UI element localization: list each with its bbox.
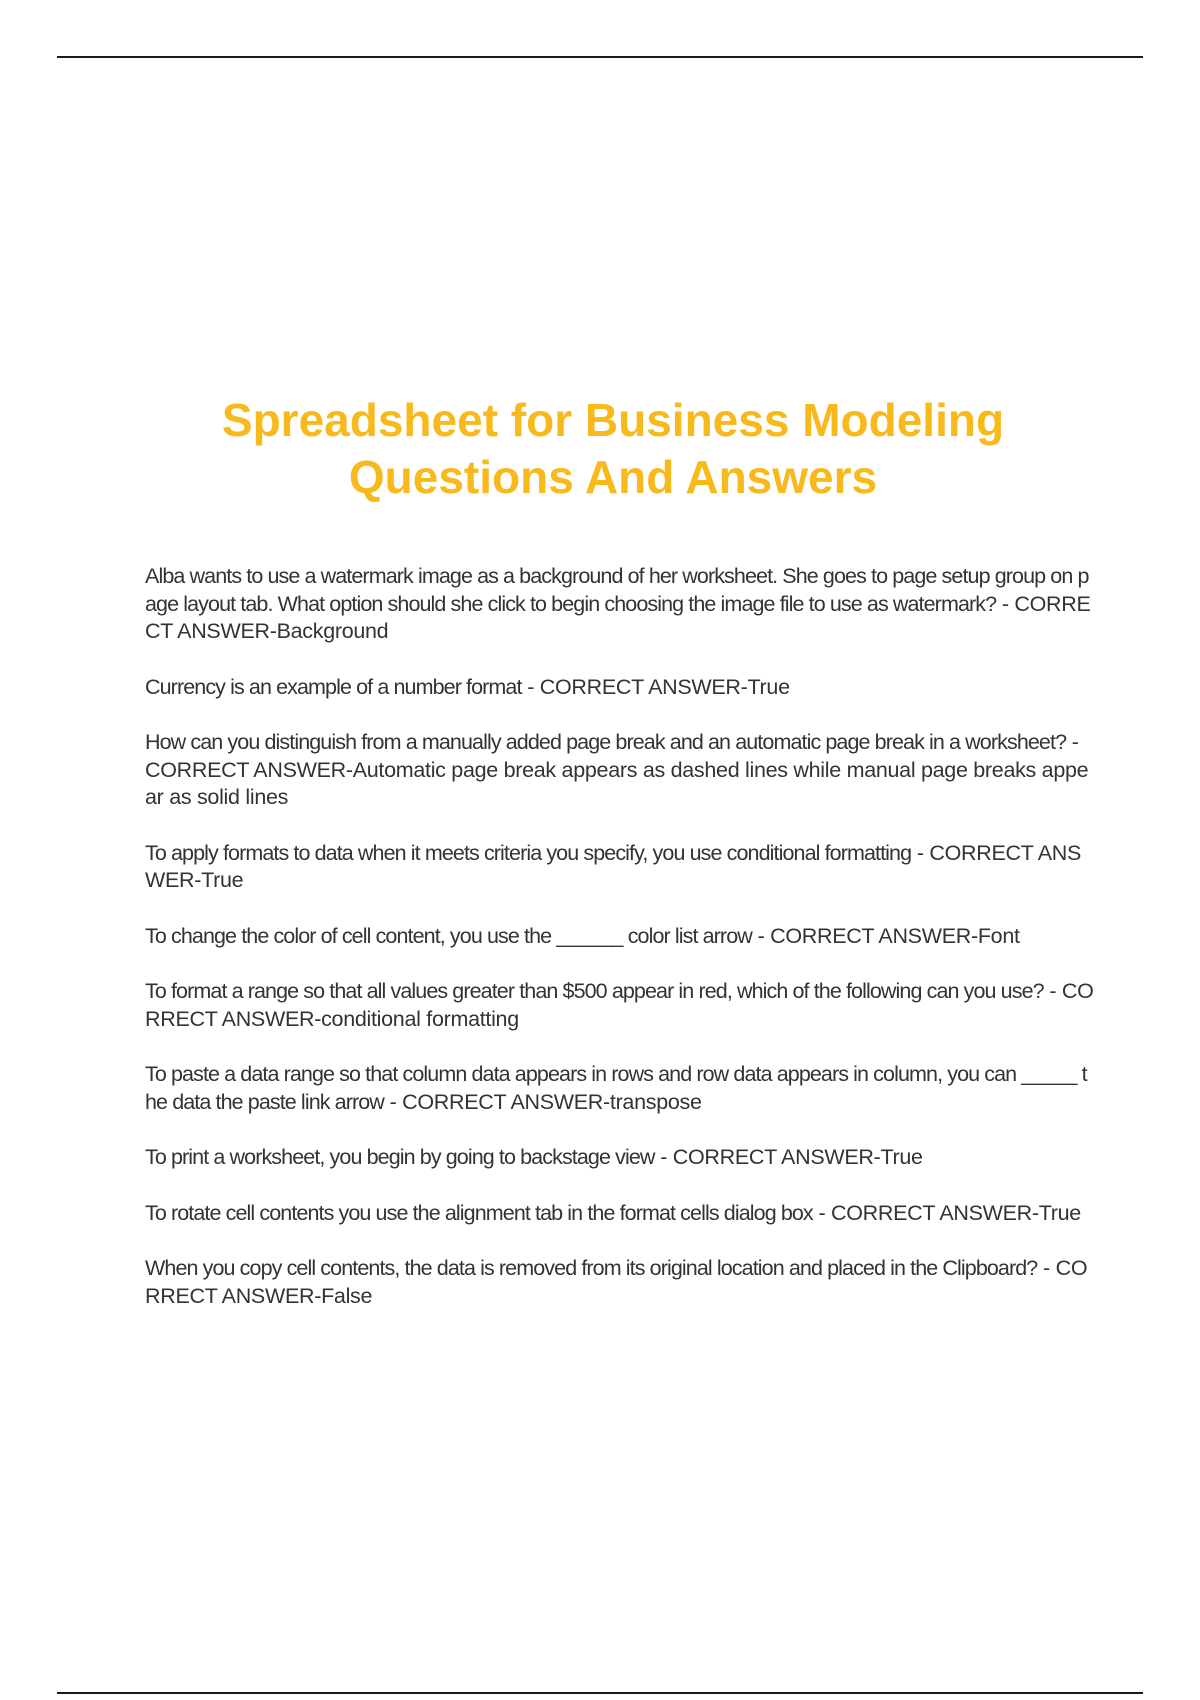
qa-item-3 (145, 729, 1095, 812)
answer-prefix: CORRECT ANSWER- (402, 1089, 610, 1114)
bottom-rule (57, 1692, 1143, 1694)
question-text: When you copy cell contents, the data is removed from its original location and placed in the Clipboard? (145, 1256, 1038, 1280)
title-line-1: Spreadsheet for Business Modeling (221, 394, 1005, 446)
answer-text: transpose (609, 1089, 702, 1114)
separator: - (996, 591, 1015, 616)
qa-item-7 (145, 1061, 1095, 1116)
question-text: To rotate cell contents you use the alignment tab in the format cells dialog box (145, 1200, 813, 1225)
top-rule (57, 56, 1143, 58)
question-text: Alba wants to use a watermark image as a background of her worksheet. She goes to page setup group on page layout tab. What option should she click to begin choosing the image file to use as watermark? (145, 564, 1089, 616)
document-title (0, 392, 1200, 506)
question-text: To paste a data range so that column data appears in rows and row data appears in column, you can _____ the data the paste link arrow (145, 1062, 1087, 1114)
answer-prefix: CORRECT ANSWER- (539, 674, 748, 699)
separator: - (383, 1089, 403, 1114)
title-line-2: Questions And Answers (348, 451, 878, 503)
answer-text: True (201, 868, 244, 892)
answer-text: True (747, 674, 790, 699)
answer-prefix: CORRECT ANSWER- (770, 923, 978, 948)
answer-text: conditional formatting (321, 1006, 519, 1031)
qa-item-1 (145, 563, 1095, 646)
answer-prefix: CORRECT ANSWER- (145, 757, 353, 782)
answer-prefix: CORRECT ANSWER- (145, 1256, 1088, 1308)
separator: - (911, 840, 930, 865)
answer-prefix: CORRECT ANSWER- (672, 1145, 881, 1169)
separator: - (1043, 979, 1062, 1003)
separator: - (1037, 1256, 1056, 1280)
question-text: To print a worksheet, you begin by going to backstage view (145, 1145, 655, 1169)
qa-item-8 (145, 1144, 1095, 1172)
separator: - (1066, 730, 1079, 754)
answer-text: False (321, 1283, 373, 1308)
question-text: To format a range so that all values greater than $500 appear in red, which of the following can you use? (145, 979, 1044, 1003)
answer-text: True (880, 1145, 923, 1169)
answer-prefix: CORRECT ANSWER- (831, 1200, 1039, 1225)
question-text: To apply formats to data when it meets criteria you specify, you use conditional formatting (145, 840, 912, 865)
qa-item-5 (145, 923, 1095, 951)
separator: - (654, 1145, 673, 1169)
answer-text: Font (977, 923, 1020, 948)
answer-text: Automatic page break appears as dashed lines while manual page breaks appear as solid lines (145, 757, 1089, 809)
qa-item-6 (145, 978, 1095, 1033)
answer-text: True (1038, 1200, 1081, 1225)
qa-item-9 (145, 1200, 1095, 1228)
question-text: How can you distinguish from a manually added page break and an automatic page break in a worksheet? (145, 730, 1067, 754)
answer-text: Background (276, 619, 389, 643)
qa-item-4 (145, 840, 1095, 895)
separator: - (751, 923, 771, 948)
answer-prefix: CORRECT ANSWER- (145, 979, 1094, 1031)
question-text: Currency is an example of a number format (145, 674, 522, 699)
separator: - (521, 674, 540, 699)
qa-list (145, 563, 1095, 1338)
separator: - (812, 1200, 832, 1225)
qa-item-10 (145, 1255, 1095, 1310)
question-text: To change the color of cell content, you use the ______ color list arrow (145, 923, 752, 948)
qa-item-2 (145, 674, 1095, 702)
answer-prefix: CORRECT ANSWER- (145, 591, 1091, 643)
answer-prefix: CORRECT ANSWER- (145, 840, 1082, 892)
